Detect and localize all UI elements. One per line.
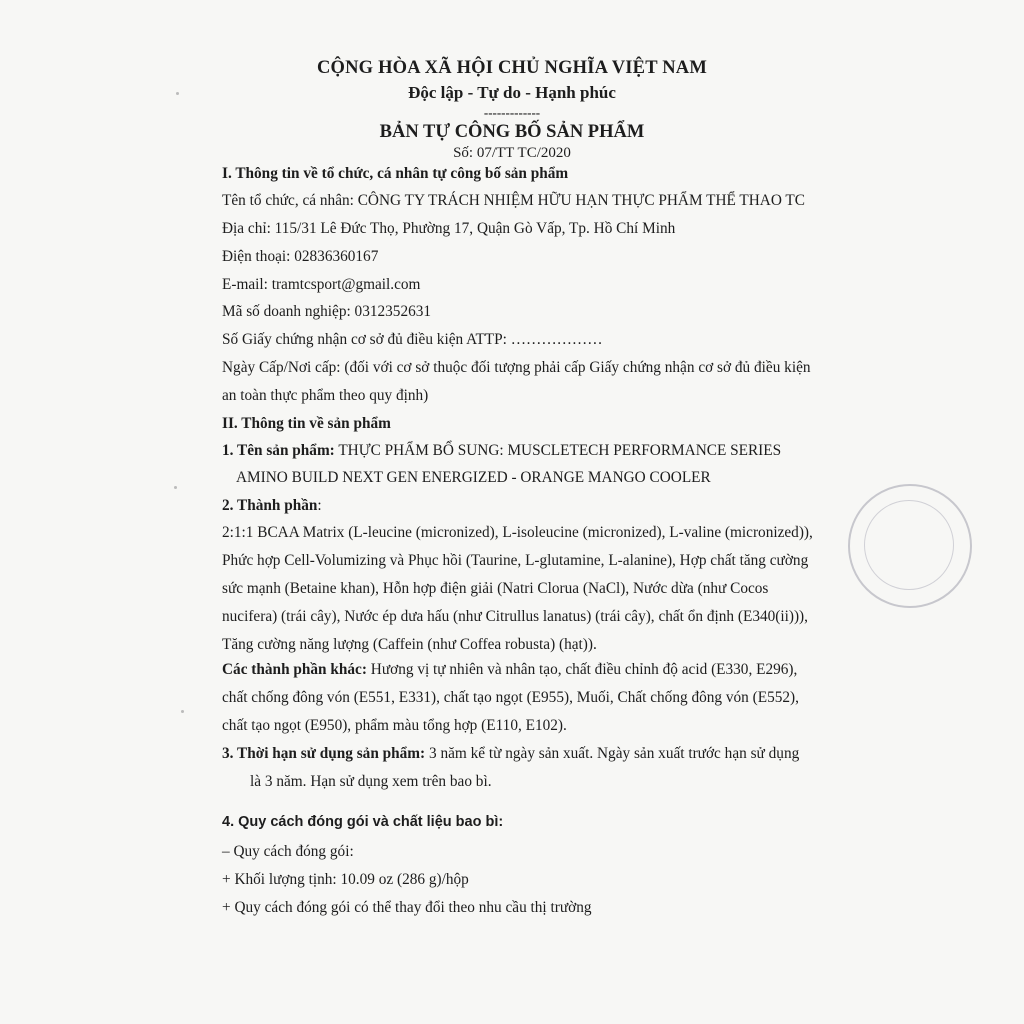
- scan-speck: [181, 710, 184, 713]
- shelf-life-line-2: là 3 năm. Hạn sử dụng xem trên bao bì.: [250, 773, 492, 790]
- packaging-spec: – Quy cách đóng gói:: [222, 843, 354, 860]
- ingredients-colon: :: [317, 497, 322, 514]
- issue-line-1: Ngày Cấp/Nơi cấp: (đối với cơ sở thuộc đối tượng phải cấp Giấy chứng nhận cơ sở đủ điều kiện: [222, 359, 811, 376]
- product-name-line-2: AMINO BUILD NEXT GEN ENERGIZED - ORANGE MANGO COOLER: [236, 469, 711, 486]
- shelf-life-value: 3 năm kể từ ngày sản xuất. Ngày sản xuất trước hạn sử dụng: [425, 745, 800, 762]
- cert-number: Số Giấy chứng nhận cơ sở đủ điều kiện ATTP: ………………: [222, 331, 603, 348]
- other-ingredients-line-1: [222, 660, 797, 680]
- ingredient-line: nucifera) (trái cây), Nước ép dưa hấu (như Citrullus lanatus) (trái cây), chất ổn định (E340(ii))),: [222, 608, 808, 625]
- org-name: Tên tổ chức, cá nhân: CÔNG TY TRÁCH NHIỆM HỮU HẠN THỰC PHẨM THỂ THAO TC: [222, 192, 805, 209]
- section2-heading: II. Thông tin về sản phẩm: [222, 415, 391, 432]
- ingredient-line: Tăng cường năng lượng (Caffein (như Coffea robusta) (hạt)).: [222, 636, 597, 653]
- phone: Điện thoại: 02836360167: [222, 248, 379, 265]
- shelf-life-line-1: [222, 744, 799, 764]
- shelf-life-label: 3. Thời hạn sử dụng sản phẩm:: [222, 745, 426, 762]
- product-name-value: THỰC PHẨM BỔ SUNG: MUSCLETECH PERFORMANCE SERIES: [334, 442, 782, 459]
- section1-heading: I. Thông tin về tổ chức, cá nhân tự công bố sản phẩm: [222, 165, 569, 182]
- product-name-line-1: [222, 441, 781, 461]
- ingredient-line: 2:1:1 BCAA Matrix (L-leucine (micronized), L-isoleucine (micronized), L-valine (micronized)),: [222, 524, 813, 541]
- stamp-inner-ring: [864, 500, 954, 590]
- other-ingredients-value: Hương vị tự nhiên và nhân tạo, chất điều chỉnh độ acid (E330, E296),: [366, 661, 798, 678]
- other-ingredients-line-3: chất tạo ngọt (E950), phẩm màu tổng hợp (E110, E102).: [222, 717, 567, 734]
- scan-speck: [174, 486, 177, 489]
- address: Địa chỉ: 115/31 Lê Đức Thọ, Phường 17, Quận Gò Vấp, Tp. Hồ Chí Minh: [222, 220, 676, 237]
- separator: -------------: [483, 105, 541, 120]
- document-number: Số: 07/TT TC/2020: [453, 145, 571, 161]
- document-title: BẢN TỰ CÔNG BỐ SẢN PHẨM: [379, 122, 645, 142]
- ingredients-heading: [222, 496, 322, 516]
- motto: Độc lập - Tự do - Hạnh phúc: [408, 83, 616, 102]
- country-title: CỘNG HÒA XÃ HỘI CHỦ NGHĨA VIỆT NAM: [316, 58, 708, 78]
- packaging-note: + Quy cách đóng gói có thể thay đổi theo nhu cầu thị trường: [222, 899, 592, 916]
- other-ingredients-label: Các thành phần khác:: [222, 661, 367, 678]
- scan-speck: [176, 92, 179, 95]
- product-name-label: 1. Tên sản phẩm:: [222, 442, 335, 459]
- other-ingredients-line-2: chất chống đông vón (E551, E331), chất tạo ngọt (E955), Muối, Chất chống đông vón (E552),: [222, 689, 799, 706]
- ingredient-line: sức mạnh (Betaine khan), Hỗn hợp điện giải (Natri Clorua (NaCl), Nước dừa (như Cocos: [222, 580, 769, 597]
- net-weight: + Khối lượng tịnh: 10.09 oz (286 g)/hộp: [222, 871, 469, 888]
- packaging-heading: 4. Quy cách đóng gói và chất liệu bao bì:: [222, 814, 504, 830]
- tax-code: Mã số doanh nghiệp: 0312352631: [222, 303, 432, 320]
- official-stamp: [848, 484, 972, 608]
- issue-line-2: an toàn thực phẩm theo quy định): [222, 387, 429, 404]
- ingredient-line: Phức hợp Cell-Volumizing và Phục hồi (Taurine, L-glutamine, L-alanine), Hợp chất tăng cường: [222, 552, 809, 569]
- ingredients-label: 2. Thành phần: [222, 497, 318, 514]
- email: E-mail: tramtcsport@gmail.com: [222, 276, 421, 293]
